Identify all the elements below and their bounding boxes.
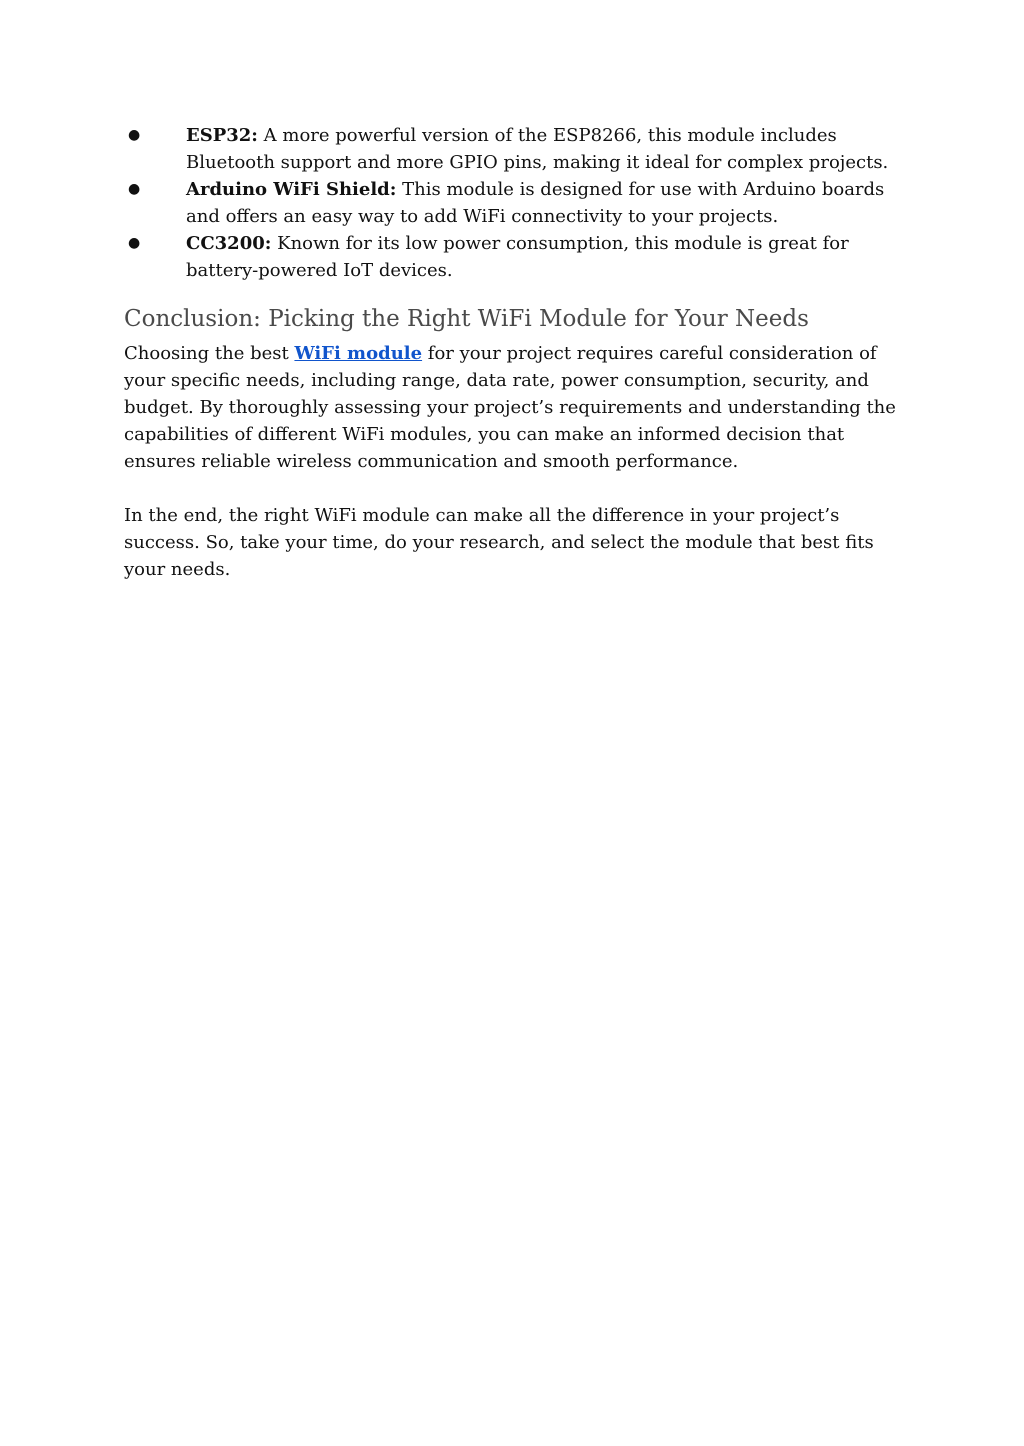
bullet-term: CC3200: <box>186 233 272 254</box>
module-bullet-list <box>124 122 904 284</box>
bullet-text: This module is designed for use with Arduino boards and offers an easy way to add WiFi connectivity to your projects. <box>186 179 885 227</box>
conclusion-heading: Conclusion: Picking the Right WiFi Module for Your Needs <box>124 306 809 332</box>
paragraph-text: Choosing the best <box>124 343 295 364</box>
bullet-icon: ● <box>128 235 141 251</box>
bullet-term: ESP32: <box>186 125 258 146</box>
bullet-icon: ● <box>128 127 141 143</box>
paragraph-text: for your project requires careful consideration of your specific needs, including range, data rate, power consumption, security, and budget. By thoroughly assessing your project’s requirements and understanding the capabilities of different WiFi modules, you can make an informed decision that ensures reliable wireless communication and smooth performance. <box>124 343 896 472</box>
bullet-text: A more powerful version of the ESP8266, this module includes Bluetooth support and more GPIO pins, making it ideal for complex projects. <box>186 125 889 173</box>
bullet-text: Known for its low power consumption, this module is great for battery-powered IoT devices. <box>186 233 849 281</box>
bullet-term: Arduino WiFi Shield: <box>186 179 397 200</box>
list-item <box>124 176 904 230</box>
bullet-icon: ● <box>128 181 141 197</box>
wifi-module-link[interactable]: WiFi module <box>294 343 423 364</box>
closing-paragraph: In the end, the right WiFi module can make all the difference in your project’s success. So, take your time, do your research, and select the module that best fits your needs. <box>124 505 874 580</box>
conclusion-paragraph <box>124 340 904 475</box>
list-item <box>124 230 904 284</box>
list-item <box>124 122 904 176</box>
page-content <box>124 122 904 583</box>
